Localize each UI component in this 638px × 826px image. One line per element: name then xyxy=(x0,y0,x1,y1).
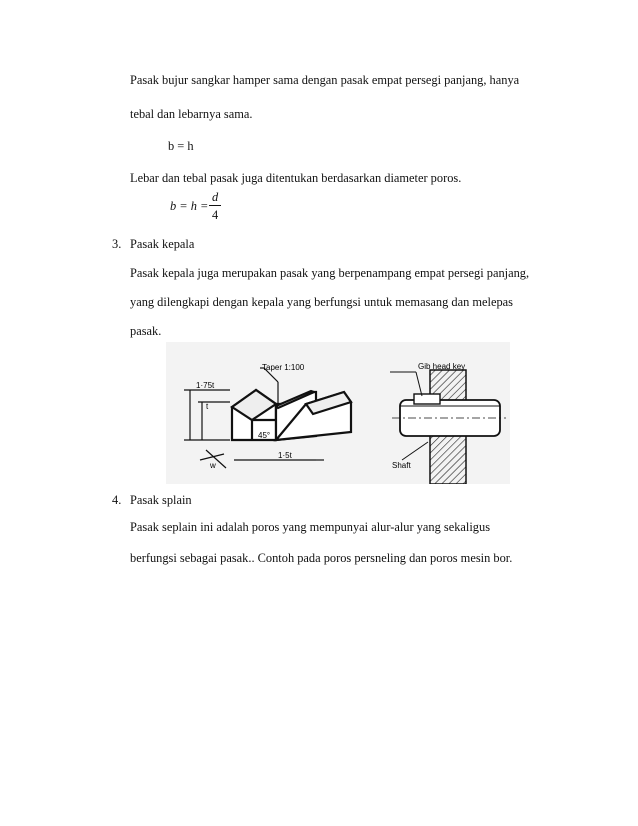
w-label: w xyxy=(210,461,216,470)
paragraph-line: yang dilengkapi dengan kepala yang berfungsi untuk memasang dan melepas xyxy=(130,295,513,309)
section-title: Pasak splain xyxy=(130,493,192,507)
gib-head-label: Gib head key xyxy=(418,362,466,371)
paragraph-line: Pasak bujur sangkar hamper sama dengan pasak empat persegi panjang, hanya xyxy=(130,73,520,87)
equation-b-equals-h: b = h xyxy=(168,139,194,153)
list-number: 4. xyxy=(112,493,122,507)
paragraph-line: tebal dan lebarnya sama. xyxy=(130,107,253,121)
paragraph-line: Lebar dan tebal pasak juga ditentukan berdasarkan diameter poros. xyxy=(130,171,462,185)
fraction-numerator: d xyxy=(212,190,219,204)
list-number: 3. xyxy=(112,237,122,251)
paragraph-line: Pasak seplain ini adalah poros yang mempunyai alur-alur yang sekaligus xyxy=(130,520,491,534)
paragraph-line: Pasak kepala juga merupakan pasak yang berpenampang empat persegi panjang, xyxy=(130,266,530,280)
height-label: 1·75t xyxy=(196,381,215,390)
fraction-bar xyxy=(209,205,221,206)
t-label: t xyxy=(206,402,209,411)
fraction-denominator: 4 xyxy=(212,208,219,222)
equation-lhs: b = h = xyxy=(170,199,209,213)
length-label: 1·5t xyxy=(278,451,292,460)
paragraph-line: berfungsi sebagai pasak.. Contoh pada poros persneling dan poros mesin bor. xyxy=(130,551,513,565)
taper-label: Taper 1:100 xyxy=(262,363,305,372)
section-title: Pasak kepala xyxy=(130,237,195,251)
angle-label: 45° xyxy=(258,431,271,440)
gib-head-key-figure xyxy=(166,342,510,484)
paragraph-line: pasak. xyxy=(130,324,162,338)
shaft-label: Shaft xyxy=(392,461,411,470)
